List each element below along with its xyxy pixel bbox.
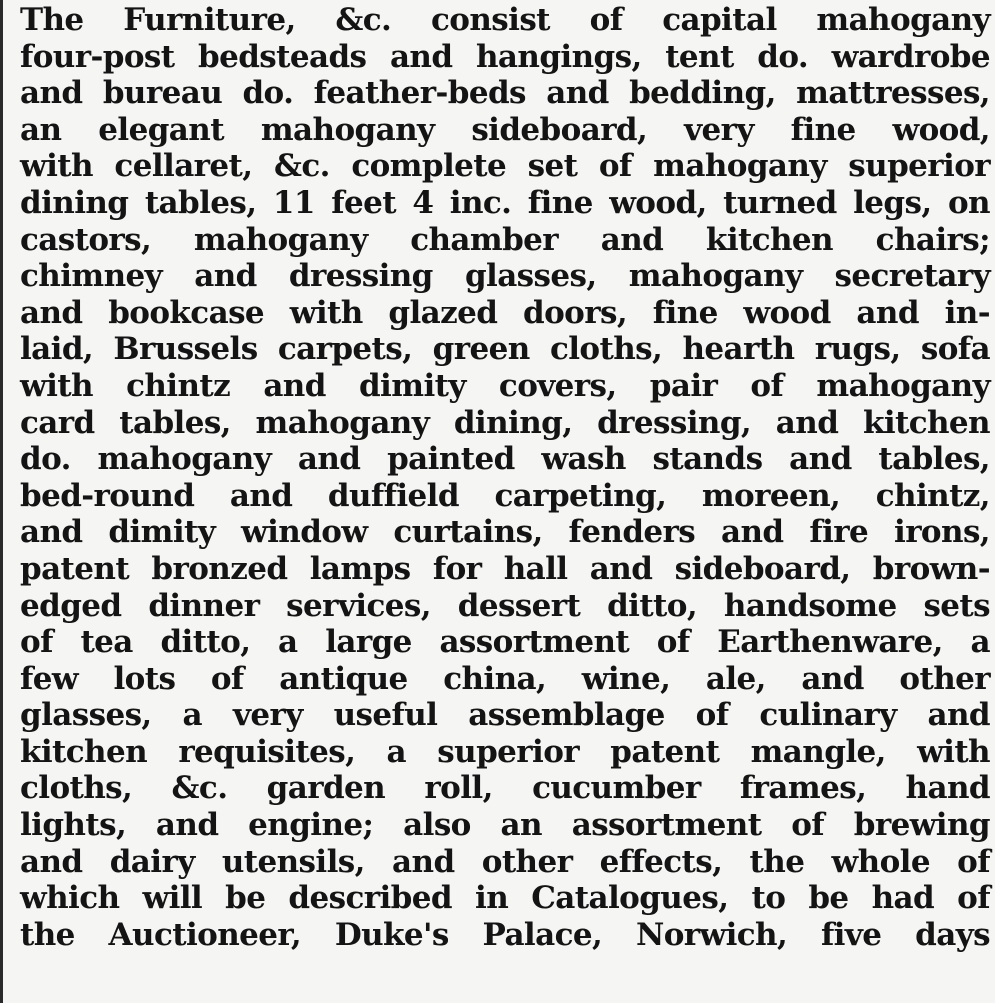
text-line: card tables, mahogany dining, dressing, and kitchen — [20, 404, 990, 441]
text-line: and bureau do. feather-beds and bedding, mattresses, — [20, 75, 990, 112]
text-line: chimney and dressing glasses, mahogany secretary — [20, 258, 990, 295]
text-line: bed-round and duffield carpeting, moreen, chintz, — [20, 477, 990, 514]
text-line: with chintz and dimity covers, pair of mahogany — [20, 367, 990, 404]
text-line: edged dinner services, dessert ditto, handsome sets — [20, 587, 990, 624]
advertisement-text — [20, 2, 990, 953]
text-line: glasses, a very useful assemblage of culinary and — [20, 697, 990, 734]
text-line: with cellaret, &c. complete set of mahogany superior — [20, 148, 990, 185]
text-line: patent bronzed lamps for hall and sideboard, brown- — [20, 550, 990, 587]
text-line: of tea ditto, a large assortment of Earthenware, a — [20, 624, 990, 661]
text-line: an elegant mahogany sideboard, very fine wood, — [20, 111, 990, 148]
text-line: and dimity window curtains, fenders and fire irons, — [20, 514, 990, 551]
text-line: lights, and engine; also an assortment of brewing — [20, 807, 990, 844]
text-line: and bookcase with glazed doors, fine wood and in- — [20, 294, 990, 331]
text-line: cloths, &c. garden roll, cucumber frames, hand — [20, 770, 990, 807]
text-line: four-post bedsteads and hangings, tent do. wardrobe — [20, 38, 990, 75]
text-line: kitchen requisites, a superior patent mangle, with — [20, 733, 990, 770]
text-line: dining tables, 11 feet 4 inc. fine wood, turned legs, on — [20, 184, 990, 221]
text-line: do. mahogany and painted wash stands and tables, — [20, 441, 990, 478]
text-line: the Auctioneer, Duke's Palace, Norwich, five days — [20, 916, 990, 953]
column-rule — [0, 0, 3, 1003]
text-line: which will be described in Catalogues, to be had of — [20, 880, 990, 917]
text-line: The Furniture, &c. consist of capital mahogany — [20, 2, 990, 38]
text-line: laid, Brussels carpets, green cloths, hearth rugs, sofa — [20, 331, 990, 368]
text-line: castors, mahogany chamber and kitchen chairs; — [20, 221, 990, 258]
text-line: and dairy utensils, and other effects, the whole of — [20, 843, 990, 880]
text-line: few lots of antique china, wine, ale, and other — [20, 660, 990, 697]
